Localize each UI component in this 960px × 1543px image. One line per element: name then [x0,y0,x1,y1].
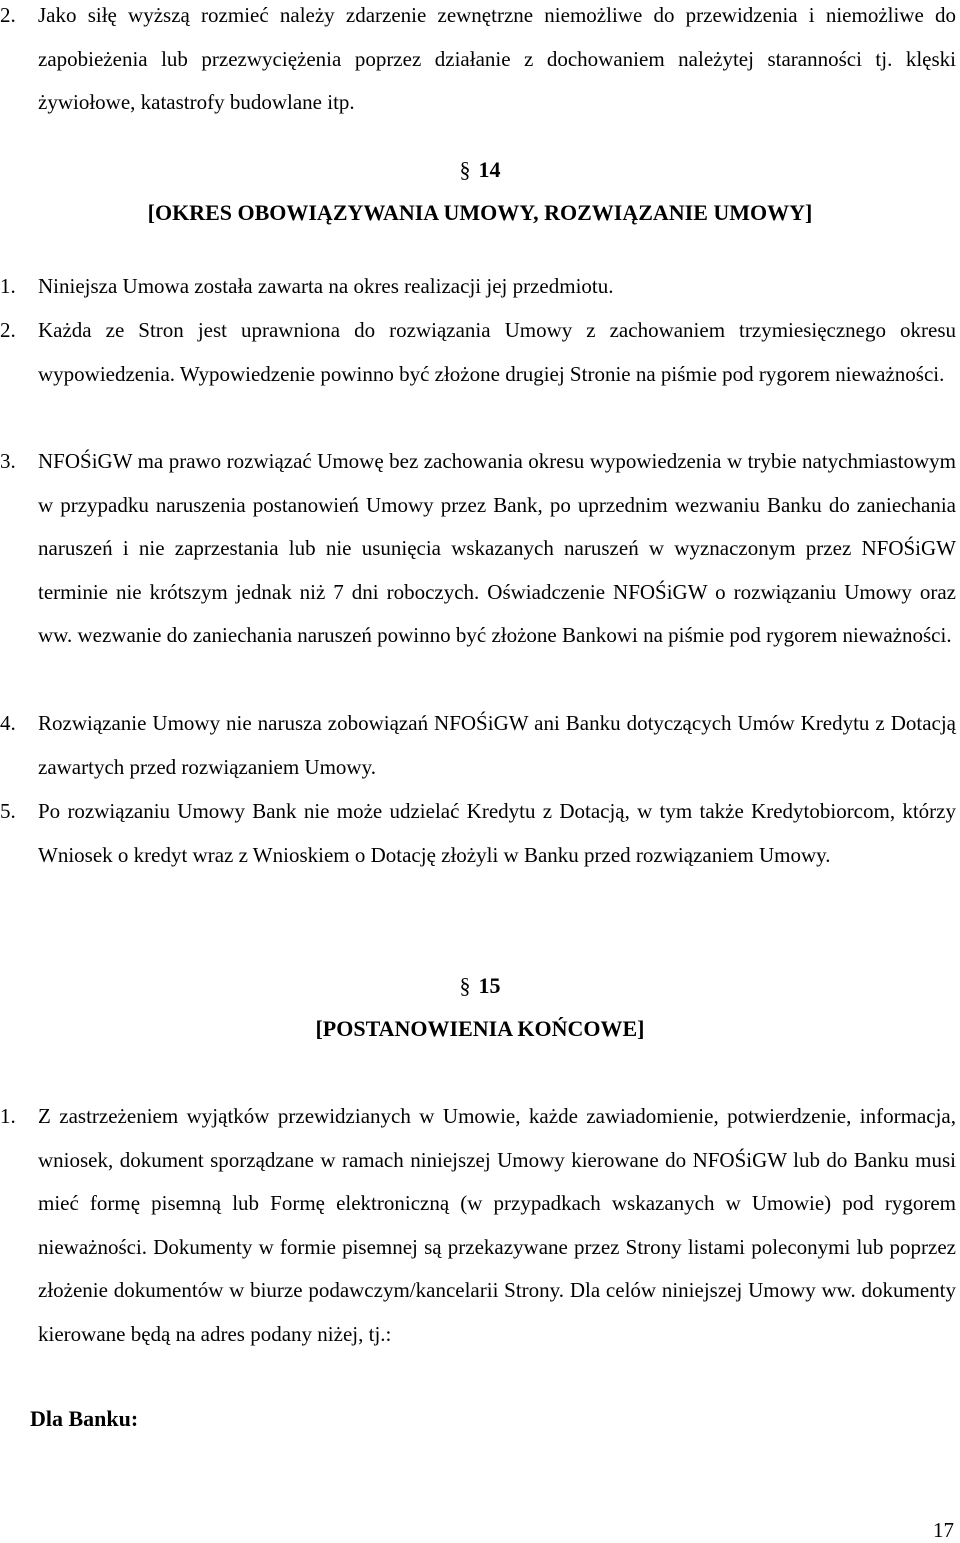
item-number: 3. [0,449,16,473]
section-title: [OKRES OBOWIĄZYWANIA UMOWY, ROZWIĄZANIE UMOWY] [147,200,813,225]
item-text: Jako siłę wyższą rozmieć należy zdarzenie zewnętrzne niemożliwe do przewidzenia i niemożliwe do zapobieżenia lub przezwyciężenia poprzez działanie z dochowaniem należytej staranności tj. klęski żywiołowe, katastrofy budowlane itp. [38,3,956,114]
list-item [0,702,956,789]
item-text: Z zastrzeżeniem wyjątków przewidzianych w Umowie, każde zawiadomienie, potwierdzenie, informacja, wniosek, dokument sporządzane w ramach niniejszej Umowy kierowane do NFOŚiGW lub do Banku musi mieć formę pisemną lub Formę elektroniczną (w przypadkach wskazanych w Umowie) pod rygorem nieważności. Dokumenty w formie pisemnej są przekazywane przez Strony listami poleconymi lub poprzez złożenie dokumentów w biurze podawczym/kancelarii Strony. Dla celów niniejszej Umowy ww. dokumenty kierowane będą na adres podany niżej, tj.: [38,1104,956,1346]
list-item [0,265,956,309]
bank-address-label: Dla Banku: [30,1406,139,1431]
section-number: 15 [478,973,501,998]
list-item [0,790,956,877]
list-item [0,440,956,658]
item-text: Niniejsza Umowa została zawarta na okres realizacji jej przedmiotu. [38,274,614,298]
item-number: 1. [0,274,16,298]
item-number: 5. [0,799,16,823]
section-mark: § [459,973,471,998]
section-14-heading [0,150,960,233]
list-item [0,0,956,125]
section-title: [POSTANOWIENIA KOŃCOWE] [315,1016,645,1041]
item-number: 4. [0,711,16,735]
item-text: Każda ze Stron jest uprawniona do rozwiązania Umowy z zachowaniem trzymiesięcznego okresu wypowiedzenia. Wypowiedzenie powinno być złożone drugiej Stronie na piśmie pod rygorem nieważności. [38,318,956,386]
list-item [0,1095,956,1356]
item-text: Rozwiązanie Umowy nie narusza zobowiązań NFOŚiGW ani Banku dotyczących Umów Kredytu z Dotacją zawartych przed rozwiązaniem Umowy. [38,711,956,779]
list-item [0,309,956,396]
section-number: 14 [478,157,501,182]
section-15-heading [0,966,960,1049]
item-number: 2. [0,318,16,342]
item-number: 2. [0,3,16,27]
item-number: 1. [0,1104,16,1128]
page-number: 17 [933,1518,954,1542]
section-mark: § [459,157,471,182]
item-text: NFOŚiGW ma prawo rozwiązać Umowę bez zachowania okresu wypowiedzenia w trybie natychmiastowym w przypadku naruszenia postanowień Umowy przez Bank, po uprzednim wezwaniu Banku do zaniechania naruszeń i nie zaprzestania lub nie usunięcia wskazanych naruszeń w wyznaczonym przez NFOŚiGW terminie nie krótszym jednak niż 7 dni roboczych. Oświadczenie NFOŚiGW o rozwiązaniu Umowy oraz ww. wezwanie do zaniechania naruszeń powinno być złożone Bankowi na piśmie pod rygorem nieważności. [38,449,956,647]
item-text: Po rozwiązaniu Umowy Bank nie może udzielać Kredytu z Dotacją, w tym także Kredytobiorcom, którzy Wniosek o kredyt wraz z Wnioskiem o Dotację złożyli w Banku przed rozwiązaniem Umowy. [38,799,956,867]
